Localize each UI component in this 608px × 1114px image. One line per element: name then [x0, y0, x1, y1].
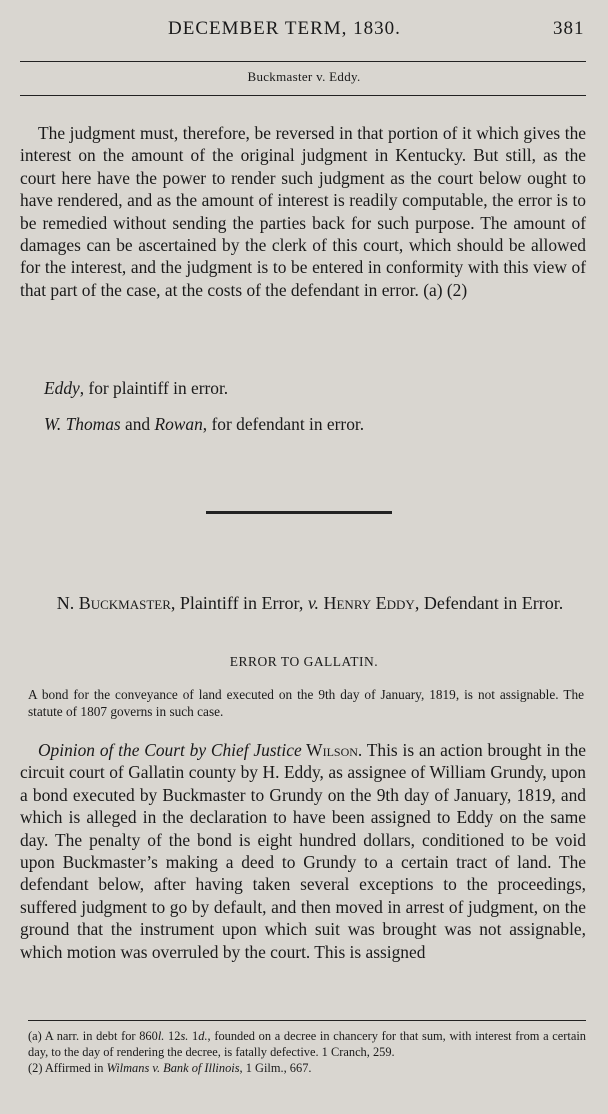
opinion-body	[20, 739, 586, 963]
footnote-rule	[28, 1020, 586, 1021]
footnote-a-shillings: 12	[164, 1029, 181, 1043]
writ-heading: ERROR TO GALLATIN.	[229, 654, 379, 669]
case-header: Buckmaster v. Eddy.	[247, 69, 361, 84]
defendant-role: , Defendant in Error.	[414, 593, 564, 613]
counsel-defendant	[44, 414, 364, 435]
footnote-a-pence-unit: d.	[198, 1029, 208, 1043]
counsel-plaintiff-role: , for plaintiff in error.	[79, 378, 229, 398]
case-title	[30, 592, 590, 614]
header-rule-top	[20, 61, 586, 62]
plaintiff-role: , Plaintiff in Error,	[170, 593, 308, 613]
counsel-defendant-role: , for defendant in error.	[202, 414, 365, 434]
previous-opinion	[20, 122, 586, 301]
counsel-plaintiff	[44, 378, 228, 399]
footnote-2-prefix: (2) Affirmed in	[28, 1061, 107, 1075]
counsel-defendant-name-2: Rowan	[154, 414, 203, 434]
footnote-a-shillings-unit: s.	[180, 1029, 189, 1043]
justice-name: Wilson.	[301, 740, 363, 760]
footnote-a	[28, 1028, 586, 1060]
footnote-a-pence: 1	[188, 1029, 199, 1043]
opinion-text: This is an action brought in the circuit court of Gallatin county by H. Eddy, as assignee of William Grundy, upon a bond executed by Buckmaster to Grundy on the 9th day of January, 1819, and which is alleged in the declaration to have been assigned to Eddy on the same day. The penalty of the bond is eight hundred dollars, conditioned to be void upon Buckmaster’s making a deed to Grundy to a certain tract of land. The defendant below, after having taken several exceptions to the proceedings, suffered judgment to go by default, and then moved in arrest of judgment, on the ground that the instrument upon which suit was brought was not assignable, which motion was overruled by the court. This is assigned	[20, 740, 587, 962]
defendant-name: Henry Eddy	[318, 593, 415, 613]
page-number: 381	[553, 18, 585, 39]
term-heading: DECEMBER TERM, 1830.	[168, 18, 401, 39]
counsel-conjunction: and	[120, 414, 155, 434]
plaintiff-name: N. Buckmaster	[56, 593, 171, 613]
opinion-paragraph	[20, 739, 586, 963]
headnote: A bond for the conveyance of land executed on the 9th day of January, 1819, is not assignable. The statute of 1807 governs in such case.	[28, 687, 584, 719]
opinion-lead: Opinion of the Court by Chief Justice	[38, 740, 302, 760]
opinion-conclusion-paragraph: The judgment must, therefore, be reversed in that portion of it which gives the interest on the amount of the original judgment in Kentucky. But still, as the court here have the power to render such judgment as the court below ought to have rendered, and as the amount of interest is readily computable, the error is to be remedied without sending the parties back for such purpose. The amount of damages can be ascertained by the clerk of this court, which should be allowed for the interest, and the judgment is to be entered in conformity with this view of that part of the case, at the costs of the defendant in error. (a) (2)	[20, 123, 586, 300]
counsel-defendant-name-1: W. Thomas	[44, 414, 121, 434]
footnote-2-citation: , 1 Gilm., 667.	[239, 1061, 312, 1075]
footnote-2-case: Wilmans v. Bank of Illinois	[106, 1061, 240, 1075]
footnote-a-pounds: l.	[157, 1029, 165, 1043]
footnote-a-text: , founded on a decree in chancery for that sum, with interest from a certain day, to the day of rendering the decree, is fatally defective. 1 Cranch, 259.	[28, 1029, 586, 1059]
counsel-plaintiff-name: Eddy	[44, 378, 80, 398]
header-rule-bottom	[20, 95, 586, 96]
footnotes	[28, 1028, 586, 1076]
versus: v.	[307, 593, 319, 613]
footnote-2	[28, 1060, 586, 1076]
footnote-a-prefix: (a) A narr. in debt for 860	[28, 1029, 158, 1043]
section-divider	[206, 511, 392, 514]
